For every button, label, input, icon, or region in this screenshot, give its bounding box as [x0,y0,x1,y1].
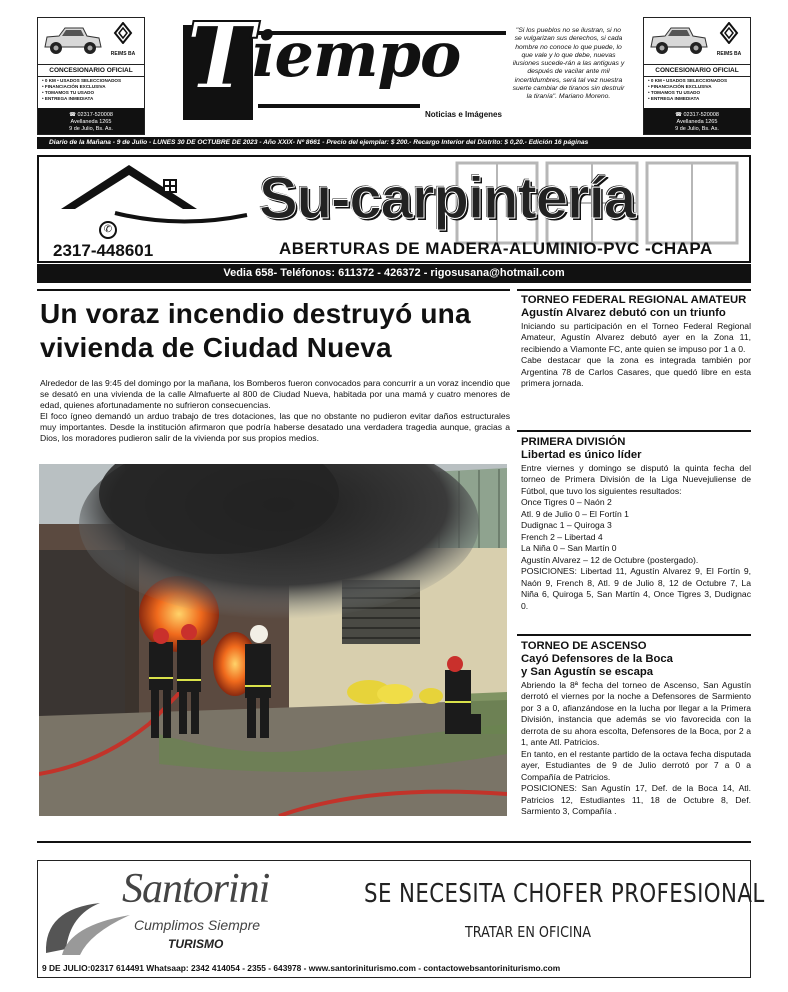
logo-wordmark: iempo [252,18,461,91]
logo-subtitle: Noticias e Imágenes [425,110,502,119]
logo-rule-bottom [258,104,420,108]
main-paragraph: El foco ígneo demandó un arduo trabajo de tres dotaciones, las que no obstante no pudieron evitar daños estructurales muy importantes. Desde la institución afirmaron que podría haberse desatado una verdadera tragedia aunque, gracias a Dios, los moradores pudieron salir de la vivienda por sus propios medios. [40,411,510,444]
rule-sidebar-1 [517,289,751,291]
job-headline: SE NECESITA CHOFER PROFESIONAL [364,879,765,909]
section-headline: y San Agustín se escapa [521,665,654,678]
santorini-slogan: Cumplimos Siempre [134,917,261,933]
result-line: Agustín Alvarez – 12 de Octubre (postergado). [521,554,699,565]
main-paragraph: Alrededor de las 9:45 del domingo por la mañana, los Bomberos fueron convocados para concurrir a un voraz incendio que se desató en una vivienda de la calle Almafuerte al 800 de Ciudad Nueva, habitada por una mamá y cuatro menores de edad, quienes afortunadamente no sufrieron consecuencias. [40,378,510,411]
section-paragraph: POSICIONES: Libertad 11, Agustín Alvarez 9, El Fortín 9, Naón 9, French 8, Atl. 9 de Julio 8, 12 de Octubre 7, La Niña 6, Quiroga 5, San Martín 4, Once Tigres 3, Dudignac 0. [521,566,751,611]
section-paragraph: En tanto, en el restante partido de la octava fecha disputada ayer, Estudiantes de 9 de Julio derrotó por 7 a 0 a Compañía de Patricios. [521,748,751,782]
result-line: La Niña 0 – San Martín 0 [521,543,617,553]
section-headline: Libertad es único líder [521,448,642,461]
dealer-address-line1: Avellaneda 1265 [676,119,718,125]
dealer-feature: • ENTREGA INMEDIATA [648,96,727,102]
dealer-brand [711,22,747,57]
section-kicker: TORNEO DE ASCENSO [521,640,647,652]
section-kicker: PRIMERA DIVISIÓN [521,436,626,448]
dealer-feature: • FINANCIACIÓN EXCLUSIVA [648,84,727,90]
result-line: Once Tigres 0 – Naón 2 [521,497,612,507]
dealer-ad-right[interactable] [643,17,751,135]
fire-scene-illustration [39,464,507,816]
carpinteria-address-bar: Vedia 658- Teléfonos: 611372 - 426372 - rigosusana@hotmail.com [37,264,751,283]
dealer-features [42,78,121,102]
dealer-ad-left[interactable] [37,17,145,135]
section-paragraph: Cabe destacar que la zona es integrada también por Argentina 78 de Carlos Casares, que quedó libre en esta primera jornada. [521,355,751,388]
dealer-brand-name: REIMS BA [716,51,742,57]
dealer-title: CONCESIONARIO OFICIAL [644,64,750,77]
renault-logo-icon [113,22,133,44]
result-line: French 2 – Libertad 4 [521,531,603,542]
rule-sidebar-3 [517,634,751,636]
section-headline: Cayó Defensores de la Boca [521,652,673,665]
result-line: Atl. 9 de Julio 0 – El Fortín 1 [521,508,629,519]
dealer-feature: • FINANCIACIÓN EXCLUSIVA [42,84,121,90]
santorini-contact: 9 DE JULIO:02317 614491 Whatsaap: 2342 414054 - 2355 - 643978 - www.santoriniturismo.com - contactowebsantoriniturismo.com [42,963,561,973]
santorini-turismo: TURISMO [168,937,224,951]
rule-bottom [37,841,751,843]
pickup-truck-icon [647,21,709,59]
rule-main-top [37,289,510,291]
section-paragraph: Entre viernes y domingo se disputó la quinta fecha del torneo de Primera División de la Liga Nuevejuliense de Fútbol, que tuvo los siguientes resultados: [521,462,751,496]
section-paragraph: Iniciando su participación en el Torneo Federal Regional Amateur, Agustín Alvarez debutó ayer en la Zona 11, recibiendo a Viamonte FC, ante quien se impuso por 1 a 0. [521,320,751,354]
carpinteria-subtitle: ABERTURAS DE MADERA-ALUMINIO-PVC -CHAPA [279,239,713,258]
dealer-features [648,78,727,102]
dealer-contact [644,108,750,134]
job-subline: TRATAR EN OFICINA [464,923,591,941]
santorini-ad[interactable] [37,860,765,978]
dealer-title: CONCESIONARIO OFICIAL [38,64,144,77]
carpinteria-ad[interactable] [37,155,751,263]
sidebar-section-federal [521,294,751,390]
section-headline: Agustín Alvarez debutó con un triunfo [521,306,726,319]
dealer-address-line2: 9 de Julio, Bs. As. [69,126,113,132]
main-headline: Un voraz incendio destruyó una vivienda de Ciudad Nueva [40,298,471,363]
house-roof-icon [59,163,249,233]
rule-sidebar-2 [517,430,751,432]
dealer-feature: • 0 KM • USADOS SELECCIONADOS [42,78,121,84]
dealer-phone: ☎ 02317-520008 [644,112,750,119]
santorini-logo: Santorini [122,866,270,912]
sidebar-section-primera [521,436,751,612]
carpinteria-title: Su-carpintería [259,166,635,231]
dealer-contact [38,108,144,134]
renault-logo-icon [719,22,739,44]
fire-photo [39,464,507,816]
result-line: Dudignac 1 – Quiroga 3 [521,520,612,530]
dealer-feature: • 0 KM • USADOS SELECCIONADOS [648,78,727,84]
dealer-feature: • ENTREGA INMEDIATA [42,96,121,102]
logo-letter-t: T [186,2,255,110]
sidebar-section-ascenso [521,640,751,818]
whatsapp-icon: ✆ [99,221,117,239]
dealer-feature: • TOMAMOS TU USADO [42,90,121,96]
dealer-address-line2: 9 de Julio, Bs. As. [675,126,719,132]
dealer-brand [105,22,141,57]
carpinteria-phone: 2317-448601 [53,241,154,260]
dealer-feature: • TOMAMOS TU USADO [648,90,727,96]
section-paragraph: POSICIONES: San Agustín 17, Def. de la Boca 14, Atl. Patricios 12, Estudiantes 11, 18 de Octubre 8, Def. Sarmiento 3, Compañía . [521,783,751,816]
section-paragraph: Abriendo la 8ª fecha del torneo de Ascenso, San Agustín derrotó el viernes por la noche a Defensores de Sarmiento por 3 a 0, afianzándose en la lucha por llegar a la Primera División, instancia que además se vio favorecida con la derrota de su ahora escolta, Defensores de la Boca, por 2 a 1, ante Atl. Patricios. [521,679,751,747]
main-article-body [40,378,510,445]
edition-info-bar: Diario de la Mañana - 9 de Julio - LUNES 30 DE OCTUBRE DE 2023 - Año XXIX- Nº 8661 - Precio del ejemplar: $ 200.- Recargo Interior del Distrito: $ 0,20.- Edición 16 páginas [37,137,751,149]
section-kicker: TORNEO FEDERAL REGIONAL AMATEUR [521,294,747,306]
pickup-truck-icon [41,21,103,59]
dealer-address-line1: Avellaneda 1265 [70,119,112,125]
masthead-quote: "Si los pueblos no se ilustran, si no se vulgarizan sus derechos, si cada hombre no conoce lo que puede, lo que vale y lo que debe, nuevas ilusiones sucede-rán a las antiguas y después de vacilar ante mil incertidumbres, será tal vez nuestra suerte cambiar de tiranos sin destruir la tiranía". Mariano Moreno. [512,27,625,101]
dealer-brand-name: REIMS BA [110,51,136,57]
dealer-phone: ☎ 02317-520008 [38,112,144,119]
